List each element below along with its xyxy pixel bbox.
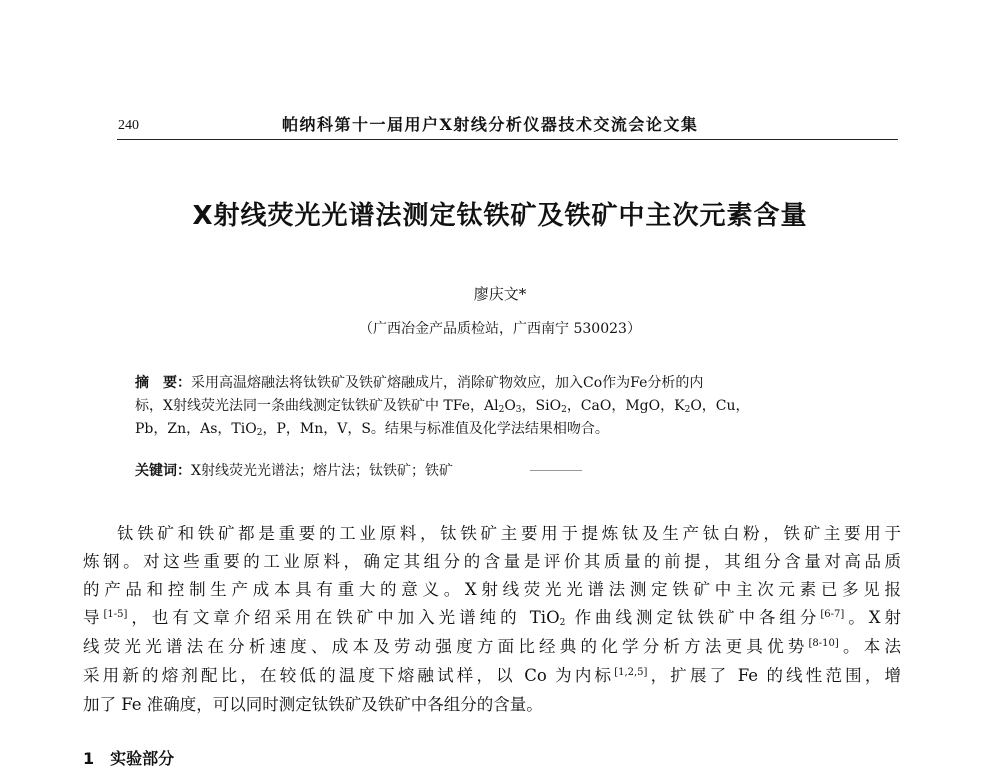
keywords-text: X射线荧光光谱法；熔片法；钛铁矿；铁矿 xyxy=(191,463,453,479)
body-line-3: 的产品和控制生产成本具有重大的意义。X射线荧光光谱法测定铁矿中主次元素已多见报 xyxy=(83,580,901,599)
abstract-text-3b: ，P，Mn，V，S。结果与标准值及化学法结果相吻合。 xyxy=(262,421,609,437)
section-heading: 1 实验部分 xyxy=(83,749,175,768)
keywords-underline xyxy=(530,470,582,471)
abstract-text-3a: Pb，Zn，As，TiO xyxy=(135,421,257,437)
body-text: 导 xyxy=(83,608,104,627)
citation: [1,2,5] xyxy=(614,667,648,678)
citation: [6-7] xyxy=(820,609,845,620)
header-rule xyxy=(117,139,898,140)
subscript: 2 xyxy=(561,405,567,415)
body-text: ，扩展了 Fe 的线性范围，增 xyxy=(647,666,901,685)
keywords xyxy=(135,460,862,483)
body-text: 作曲线测定钛铁矿中各组分 xyxy=(565,608,821,627)
subscript: 2 xyxy=(559,618,566,628)
body-text: 。本法 xyxy=(838,637,902,656)
keywords-label: 关键词： xyxy=(135,463,191,479)
running-head: 帕纳科第十一届用户X射线分析仪器技术交流会论文集 xyxy=(282,115,699,134)
author: 廖庆文* xyxy=(473,285,527,303)
citation: [1-5] xyxy=(103,609,128,620)
abstract-text-2b: O xyxy=(504,398,516,414)
affiliation: （广西冶金产品质检站，广西南宁 530023） xyxy=(359,321,641,337)
abstract-line-2 xyxy=(135,395,862,418)
body-line-5 xyxy=(83,633,901,661)
body-line-7: 加了 Fe 准确度，可以同时测定钛铁矿及铁矿中各组分的含量。 xyxy=(83,695,543,714)
subscript: 2 xyxy=(256,428,263,438)
abstract xyxy=(135,372,862,441)
body-text: ，也有文章介绍采用在铁矿中加入光谱纯的 TiO xyxy=(127,608,560,627)
subscript: 3 xyxy=(515,405,522,415)
body-line-4 xyxy=(83,604,901,632)
abstract-text-2a: 标，X射线荧光法同一条曲线测定钛铁矿及铁矿中 TFe，Al xyxy=(135,398,499,414)
abstract-line-3 xyxy=(135,418,862,441)
abstract-text-2c: ，SiO xyxy=(521,398,562,414)
abstract-line-1 xyxy=(135,372,862,395)
abstract-text-2e: O，Cu， xyxy=(690,398,750,414)
subscript: 2 xyxy=(498,405,505,415)
body-text: 。X射 xyxy=(844,608,901,627)
body-line-6 xyxy=(83,662,901,690)
subscript: 2 xyxy=(684,405,691,415)
abstract-text-1: 采用高温熔融法将钛铁矿及铁矿熔融成片，消除矿物效应，加入Co作为Fe分析的内 xyxy=(191,375,704,391)
page-number: 240 xyxy=(118,118,139,133)
body-line-2: 炼钢。对这些重要的工业原料，确定其组分的含量是评价其质量的前提，其组分含量对高品质 xyxy=(83,552,901,571)
body-text: 线荧光光谱法在分析速度、成本及劳动强度方面比经典的化学分析方法更具优势 xyxy=(83,637,809,656)
citation: [8-10] xyxy=(808,638,839,649)
body-line-1: 钛铁矿和铁矿都是重要的工业原料，钛铁矿主要用于提炼钛及生产钛白粉，铁矿主要用于 xyxy=(117,524,901,543)
paper-title: X射线荧光光谱法测定钛铁矿及铁矿中主次元素含量 xyxy=(192,201,808,231)
abstract-label: 摘 要： xyxy=(135,375,191,391)
body-text: 采用新的熔剂配比，在较低的温度下熔融试样，以 Co 为内标 xyxy=(83,666,615,685)
abstract-text-2d: ，CaO，MgO，K xyxy=(566,398,685,414)
